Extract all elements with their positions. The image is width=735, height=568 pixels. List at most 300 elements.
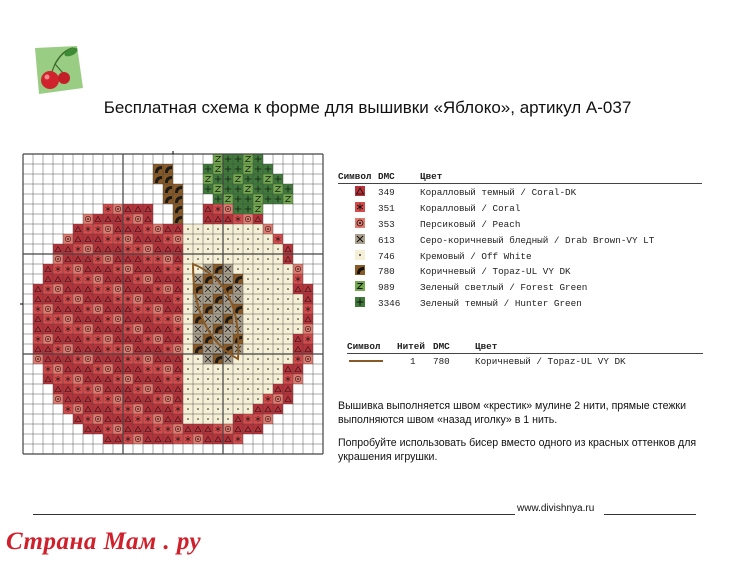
stitch-cell <box>103 364 113 374</box>
stitch-cell <box>283 294 293 304</box>
stitch-cell <box>223 404 233 414</box>
stitch-cell <box>233 164 243 174</box>
stitch-cell <box>263 234 273 244</box>
stitch-cell <box>253 404 263 414</box>
stitch-cell <box>123 234 133 244</box>
stitch-cell <box>43 274 53 284</box>
stitch-cell <box>163 274 173 284</box>
stitch-cell <box>243 234 253 244</box>
stitch-cell <box>203 254 213 264</box>
stitch-cell <box>133 354 143 364</box>
stitch-cell <box>103 394 113 404</box>
stitch-cell <box>143 244 153 254</box>
stitch-cell <box>93 364 103 374</box>
stitch-cell <box>183 264 193 274</box>
stitch-cell <box>143 314 153 324</box>
stitch-cell <box>173 374 183 384</box>
legend-color-name: Кремовый / Off White <box>420 250 532 262</box>
stitch-cell <box>273 234 283 244</box>
stitch-cell <box>273 304 283 314</box>
stitch-cell <box>103 214 113 224</box>
stitch-cell <box>233 364 243 374</box>
stitch-cell <box>143 304 153 314</box>
backstitch-row <box>347 354 703 368</box>
stitch-cell <box>113 384 123 394</box>
stitch-cell <box>143 224 153 234</box>
stitch-cell <box>53 244 63 254</box>
stitch-cell <box>273 404 283 414</box>
stitch-cell <box>223 184 233 194</box>
stitch-cell <box>183 324 193 334</box>
stitch-cell <box>273 314 283 324</box>
stitch-cell <box>163 354 173 364</box>
stitch-cell <box>183 224 193 234</box>
stitch-cell <box>233 434 243 444</box>
stitch-cell <box>163 314 173 324</box>
stitch-cell <box>113 304 123 314</box>
legend-row <box>338 263 702 279</box>
stitch-cell <box>183 244 193 254</box>
stitch-cell <box>133 314 143 324</box>
stitch-cell <box>173 224 183 234</box>
stitch-cell <box>213 224 223 234</box>
stitch-cell <box>33 334 43 344</box>
stitch-cell <box>263 344 273 354</box>
stitch-cell <box>53 344 63 354</box>
legend-header-symbol: Символ <box>338 171 372 182</box>
stitch-cell <box>143 374 153 384</box>
stitch-cell <box>153 314 163 324</box>
legend-dmc: 746 <box>378 250 395 262</box>
stitch-cell <box>123 294 133 304</box>
stitch-cell <box>283 384 293 394</box>
stitch-cell <box>253 324 263 334</box>
stitch-cell <box>103 324 113 334</box>
stitch-cell <box>233 174 243 184</box>
stitch-cell <box>133 394 143 404</box>
stitch-cell <box>303 314 313 324</box>
stitch-cell <box>203 214 213 224</box>
stitch-cell <box>193 374 203 384</box>
stitch-cell <box>253 214 263 224</box>
stitch-cell <box>103 284 113 294</box>
stitch-cell <box>173 314 183 324</box>
stitch-cell <box>83 394 93 404</box>
stitch-cell <box>273 294 283 304</box>
stitch-cell <box>243 224 253 234</box>
stitch-cell <box>263 294 273 304</box>
stitch-cell <box>93 264 103 274</box>
stitch-cell <box>153 254 163 264</box>
stitch-cell <box>63 274 73 284</box>
stitch-cell <box>223 234 233 244</box>
stitch-cell <box>113 214 123 224</box>
stitch-cell <box>193 384 203 394</box>
backstitch-legend <box>347 341 703 368</box>
stitch-cell <box>273 274 283 284</box>
stitch-cell <box>143 364 153 374</box>
stitch-cell <box>153 244 163 254</box>
backstitch-threads: 1 <box>410 356 416 367</box>
stitch-cell <box>153 384 163 394</box>
stitch-cell <box>183 294 193 304</box>
stitch-cell <box>93 284 103 294</box>
stitch-cell <box>203 344 213 354</box>
stitch-cell <box>233 294 243 304</box>
stitch-cell <box>283 324 293 334</box>
stitch-cell <box>243 204 253 214</box>
legend-swatch-plus <box>355 297 365 307</box>
stitch-cell <box>253 164 263 174</box>
stitch-cell <box>103 264 113 274</box>
stitch-cell <box>173 204 183 214</box>
stitch-cell <box>213 394 223 404</box>
stitch-cell <box>133 384 143 394</box>
stitch-cell <box>73 344 83 354</box>
stitch-cell <box>53 364 63 374</box>
stitch-cell <box>83 354 93 364</box>
stitch-cell <box>303 294 313 304</box>
page-title: Бесплатная схема к форме для вышивки «Яблоко», артикул А-037 <box>103 98 632 117</box>
stitch-cell <box>203 174 213 184</box>
stitch-cell <box>163 434 173 444</box>
stitch-cell <box>83 314 93 324</box>
stitch-cell <box>143 354 153 364</box>
stitch-cell <box>153 354 163 364</box>
stitch-cell <box>233 264 243 274</box>
stitch-cell <box>263 274 273 284</box>
stitch-cell <box>163 334 173 344</box>
stitch-cell <box>93 254 103 264</box>
stitch-cell <box>283 354 293 364</box>
stitch-cell <box>263 194 273 204</box>
stitch-cell <box>113 404 123 414</box>
stitch-cell <box>263 174 273 184</box>
stitch-cell <box>133 204 143 214</box>
stitch-cell <box>63 334 73 344</box>
stitch-cell <box>103 274 113 284</box>
stitch-cell <box>113 434 123 444</box>
stitch-cell <box>143 254 153 264</box>
stitch-cell <box>233 224 243 234</box>
stitch-cell <box>273 194 283 204</box>
footer-url[interactable]: www.divishnya.ru <box>517 503 595 514</box>
stitch-cell <box>213 324 223 334</box>
stitch-cell <box>113 374 123 384</box>
stitch-cell <box>183 284 193 294</box>
stitch-cell <box>183 434 193 444</box>
stitch-cell <box>43 294 53 304</box>
legend-color-name: Коралловый темный / Coral-DK <box>420 187 577 198</box>
stitch-cell <box>283 314 293 324</box>
stitch-cell <box>253 174 263 184</box>
stitch-cell <box>123 204 133 214</box>
stitch-cell <box>123 394 133 404</box>
stitch-cell <box>153 164 163 174</box>
stitch-cell <box>33 304 43 314</box>
stitch-cell <box>63 314 73 324</box>
stitch-cell <box>203 374 213 384</box>
backstitch-line-swatch <box>349 360 383 362</box>
stitch-cell <box>113 364 123 374</box>
stitch-cell <box>243 354 253 364</box>
stitch-cell <box>153 234 163 244</box>
stitch-cell <box>143 384 153 394</box>
stitch-cell <box>123 344 133 354</box>
stitch-cell <box>73 384 83 394</box>
stitch-cell <box>83 224 93 234</box>
stitch-cell <box>53 354 63 364</box>
stitch-cell <box>273 184 283 194</box>
legend-dmc: 780 <box>378 266 395 278</box>
stitch-cell <box>223 214 233 224</box>
stitch-cell <box>253 334 263 344</box>
footer-rule-left <box>33 514 515 515</box>
legend-color-name: Серо-коричневый бледный / Drab Brown-VY LT <box>420 234 655 246</box>
stitch-cell <box>53 264 63 274</box>
stitch-cell <box>63 364 73 374</box>
stitch-cell <box>43 354 53 364</box>
stitch-cell <box>203 234 213 244</box>
stitch-cell <box>263 254 273 264</box>
stitch-cell <box>213 314 223 324</box>
stitch-cell <box>293 264 303 274</box>
stitch-cell <box>253 264 263 274</box>
stitch-cell <box>293 344 303 354</box>
stitch-cell <box>73 244 83 254</box>
stitch-cell <box>193 354 203 364</box>
stitch-cell <box>113 264 123 274</box>
stitch-cell <box>203 354 213 364</box>
stitch-cell <box>133 334 143 344</box>
stitch-cell <box>293 334 303 344</box>
stitch-cell <box>263 354 273 364</box>
legend-color-name: Коралловый / Coral <box>420 202 521 214</box>
stitch-cell <box>283 374 293 384</box>
legend-header-dmc: DMC <box>378 171 395 182</box>
stitch-cell <box>163 394 173 404</box>
stitch-cell <box>193 424 203 434</box>
legend-row <box>338 295 702 311</box>
stitch-cell <box>53 374 63 384</box>
stitch-cell <box>253 274 263 284</box>
stitch-cell <box>203 244 213 254</box>
stitch-cell <box>273 354 283 364</box>
stitch-cell <box>253 184 263 194</box>
stitch-cell <box>223 194 233 204</box>
stitch-cell <box>123 424 133 434</box>
legend-dmc: 613 <box>378 234 395 246</box>
stitch-cell <box>53 284 63 294</box>
stitch-cell <box>253 244 263 254</box>
stitch-cell <box>233 424 243 434</box>
stitch-cell <box>113 414 123 424</box>
stitch-cell <box>163 244 173 254</box>
stitch-cell <box>273 284 283 294</box>
stitch-cell <box>103 414 113 424</box>
stitch-cell <box>133 374 143 384</box>
stitch-cell <box>53 324 63 334</box>
stitch-cell <box>83 304 93 314</box>
stitch-cell <box>253 154 263 164</box>
stitch-cell <box>263 244 273 254</box>
stitch-cell <box>233 194 243 204</box>
stitch-cell <box>83 274 93 284</box>
stitch-cell <box>223 414 233 424</box>
stitch-cell <box>143 424 153 434</box>
stitch-cell <box>233 184 243 194</box>
stitch-cell <box>253 284 263 294</box>
stitch-cell <box>73 324 83 334</box>
backstitch-dmc: 780 <box>433 356 450 367</box>
stitch-cell <box>143 394 153 404</box>
stitch-cell <box>163 384 173 394</box>
stitch-cell <box>133 214 143 224</box>
stitch-cell <box>43 314 53 324</box>
stitch-cell <box>83 404 93 414</box>
stitch-cell <box>243 404 253 414</box>
backstitch-header-dmc: DMC <box>433 341 450 352</box>
stitch-cell <box>103 254 113 264</box>
stitch-cell <box>263 394 273 404</box>
stitch-cell <box>173 264 183 274</box>
stitch-cell <box>133 264 143 274</box>
legend-swatch-asterisk <box>355 202 365 212</box>
stitch-cell <box>273 384 283 394</box>
stitch-cell <box>143 274 153 284</box>
stitch-cell <box>213 304 223 314</box>
stitch-cell <box>193 404 203 414</box>
stitch-cell <box>233 254 243 264</box>
stitch-cell <box>273 334 283 344</box>
stitch-cell <box>83 284 93 294</box>
stitch-cell <box>133 254 143 264</box>
stitch-cell <box>83 364 93 374</box>
stitch-cell <box>53 254 63 264</box>
legend-row <box>338 184 702 200</box>
stitch-cell <box>93 354 103 364</box>
stitch-cell <box>263 224 273 234</box>
stitch-cell <box>153 344 163 354</box>
stitch-cell <box>33 354 43 364</box>
stitch-cell <box>83 424 93 434</box>
stitch-cell <box>103 244 113 254</box>
stitch-cell <box>93 394 103 404</box>
stitch-cell <box>83 294 93 304</box>
stitch-cell <box>183 304 193 314</box>
stitch-cell <box>123 334 133 344</box>
stitch-cell <box>223 264 233 274</box>
stitch-cell <box>63 374 73 384</box>
stitch-cell <box>173 334 183 344</box>
stitch-cell <box>203 404 213 414</box>
stitch-cell <box>93 344 103 354</box>
stitch-cell <box>43 264 53 274</box>
stitch-cell <box>263 334 273 344</box>
stitch-cell <box>153 364 163 374</box>
stitch-cell <box>183 404 193 414</box>
legend-row <box>338 232 702 248</box>
stitch-cell <box>53 394 63 404</box>
stitch-cell <box>303 334 313 344</box>
stitch-cell <box>113 424 123 434</box>
stitch-cell <box>93 384 103 394</box>
stitch-cell <box>273 254 283 264</box>
stitch-cell <box>183 424 193 434</box>
stitch-cell <box>303 344 313 354</box>
stitch-cell <box>203 294 213 304</box>
stitch-cell <box>213 344 223 354</box>
stitch-cell <box>203 364 213 374</box>
stitch-cell <box>93 244 103 254</box>
stitch-cell <box>143 404 153 414</box>
stitch-cell <box>243 194 253 204</box>
stitch-cell <box>93 214 103 224</box>
stitch-cell <box>213 244 223 254</box>
stitch-cell <box>173 284 183 294</box>
stitch-cell <box>163 374 173 384</box>
stitch-cell <box>153 414 163 424</box>
legend-swatch-cross <box>355 234 365 244</box>
stitch-cell <box>233 384 243 394</box>
stitch-cell <box>263 264 273 274</box>
stitch-cell <box>203 204 213 214</box>
legend-dmc: 3346 <box>378 298 401 310</box>
stitch-cell <box>103 304 113 314</box>
stitch-cell <box>173 324 183 334</box>
stitch-cell <box>93 294 103 304</box>
stitch-cell <box>163 234 173 244</box>
stitch-cell <box>113 274 123 284</box>
stitch-cell <box>243 414 253 424</box>
stitch-cell <box>153 404 163 414</box>
stitch-cell <box>123 264 133 274</box>
legend-dmc: 353 <box>378 218 395 230</box>
stitch-cell <box>93 424 103 434</box>
stitch-cell <box>73 284 83 294</box>
stitch-cell <box>273 174 283 184</box>
legend-swatch-z <box>355 281 365 291</box>
stitch-cell <box>263 184 273 194</box>
stitch-cell <box>173 404 183 414</box>
stitch-cell <box>193 334 203 344</box>
legend-dmc: 351 <box>378 202 395 214</box>
stitch-cell <box>243 244 253 254</box>
stitch-cell <box>113 224 123 234</box>
stitch-cell <box>203 384 213 394</box>
stitch-cell <box>233 404 243 414</box>
backstitch-header-threads: Нитей <box>397 341 425 352</box>
stitch-cell <box>293 324 303 334</box>
stitch-cell <box>243 254 253 264</box>
stitch-cell <box>133 414 143 424</box>
stitch-cell <box>103 314 113 324</box>
stitch-cell <box>83 244 93 254</box>
stitch-cell <box>203 284 213 294</box>
stitch-cell <box>73 374 83 384</box>
stitch-cell <box>183 384 193 394</box>
stitch-cell <box>113 234 123 244</box>
stitch-cell <box>43 304 53 314</box>
stitch-cell <box>263 324 273 334</box>
legend-dmc: 349 <box>378 187 395 198</box>
stitch-cell <box>183 274 193 284</box>
legend-row <box>338 279 702 295</box>
stitch-cell <box>83 414 93 424</box>
stitch-cell <box>53 294 63 304</box>
logo-leaf-shape <box>35 46 83 94</box>
stitch-cell <box>263 314 273 324</box>
